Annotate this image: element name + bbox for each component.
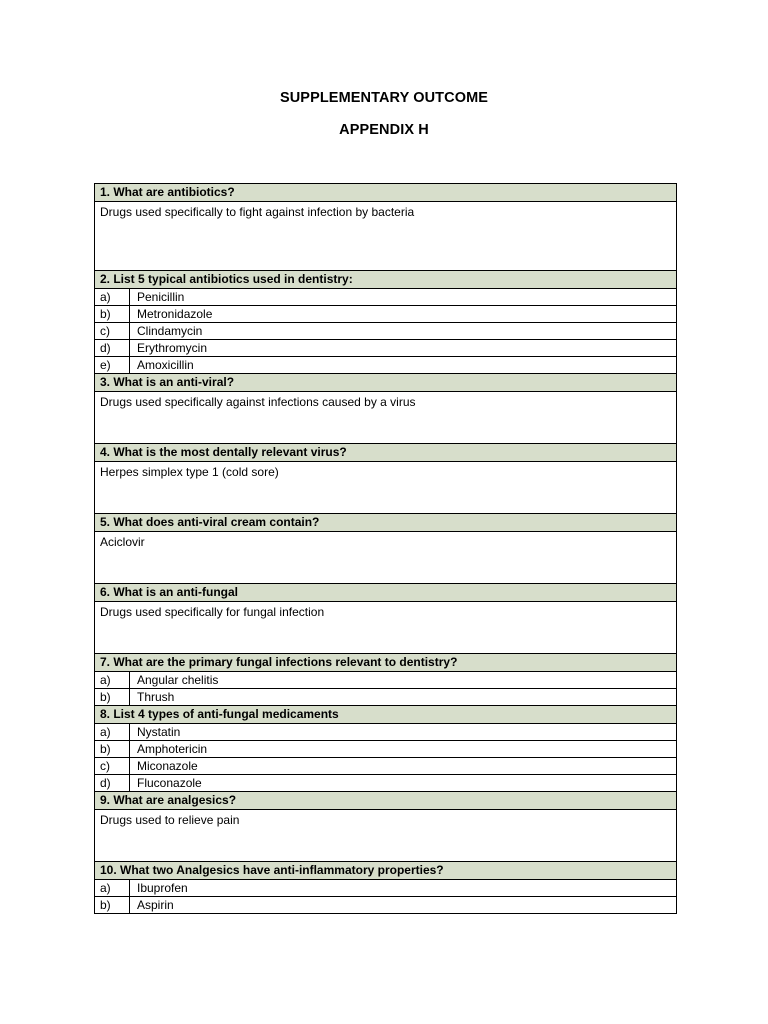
item-text: Miconazole xyxy=(137,759,198,773)
question-1: 1. What are antibiotics? xyxy=(95,184,676,202)
item-text: Clindamycin xyxy=(137,324,203,338)
item-text: Amphotericin xyxy=(137,742,208,756)
list-item xyxy=(95,340,676,357)
document-title: SUPPLEMENTARY OUTCOME xyxy=(279,90,489,106)
list-item xyxy=(95,724,676,741)
list-item xyxy=(95,775,676,792)
question-4: 4. What is the most dentally relevant virus? xyxy=(95,444,676,462)
item-letter: d) xyxy=(95,775,130,791)
item-letter: a) xyxy=(95,672,130,688)
item-text: Thrush xyxy=(137,690,175,704)
item-letter: a) xyxy=(95,289,130,305)
answer-5: Aciclovir xyxy=(95,532,676,584)
list-item xyxy=(95,689,676,706)
list-item xyxy=(95,289,676,306)
question-3: 3. What is an anti-viral? xyxy=(95,374,676,392)
item-letter: a) xyxy=(95,724,130,740)
list-item xyxy=(95,306,676,323)
item-letter: c) xyxy=(95,758,130,774)
item-letter: e) xyxy=(95,357,130,373)
list-item xyxy=(95,897,676,914)
list-item xyxy=(95,323,676,340)
item-letter: a) xyxy=(95,880,130,896)
answer-3: Drugs used specifically against infections caused by a virus xyxy=(95,392,676,444)
item-text: Nystatin xyxy=(137,725,181,739)
item-letter: b) xyxy=(95,689,130,705)
item-text: Metronidazole xyxy=(137,307,213,321)
question-table xyxy=(94,183,677,914)
item-letter: c) xyxy=(95,323,130,339)
list-item xyxy=(95,741,676,758)
question-7: 7. What are the primary fungal infections relevant to dentistry? xyxy=(95,654,676,672)
item-text: Ibuprofen xyxy=(137,881,188,895)
item-letter: b) xyxy=(95,306,130,322)
item-letter: b) xyxy=(95,897,130,913)
answer-6: Drugs used specifically for fungal infection xyxy=(95,602,676,654)
item-text: Erythromycin xyxy=(137,341,208,355)
answer-1: Drugs used specifically to fight against infection by bacteria xyxy=(95,202,676,271)
question-8: 8. List 4 types of anti-fungal medicaments xyxy=(95,706,676,724)
item-text: Penicillin xyxy=(137,290,185,304)
list-item xyxy=(95,357,676,374)
list-item xyxy=(95,880,676,897)
list-item xyxy=(95,758,676,775)
item-text: Aspirin xyxy=(137,898,174,912)
item-letter: b) xyxy=(95,741,130,757)
question-10: 10. What two Analgesics have anti-inflammatory properties? xyxy=(95,862,676,880)
item-letter: d) xyxy=(95,340,130,356)
item-text: Amoxicillin xyxy=(137,358,194,372)
item-text: Angular chelitis xyxy=(137,673,219,687)
question-9: 9. What are analgesics? xyxy=(95,792,676,810)
question-2: 2. List 5 typical antibiotics used in dentistry: xyxy=(95,271,676,289)
item-text: Fluconazole xyxy=(137,776,202,790)
answer-4: Herpes simplex type 1 (cold sore) xyxy=(95,462,676,514)
appendix-title: APPENDIX H xyxy=(339,122,429,138)
list-item xyxy=(95,672,676,689)
question-6: 6. What is an anti-fungal xyxy=(95,584,676,602)
question-5: 5. What does anti-viral cream contain? xyxy=(95,514,676,532)
answer-9: Drugs used to relieve pain xyxy=(95,810,676,862)
